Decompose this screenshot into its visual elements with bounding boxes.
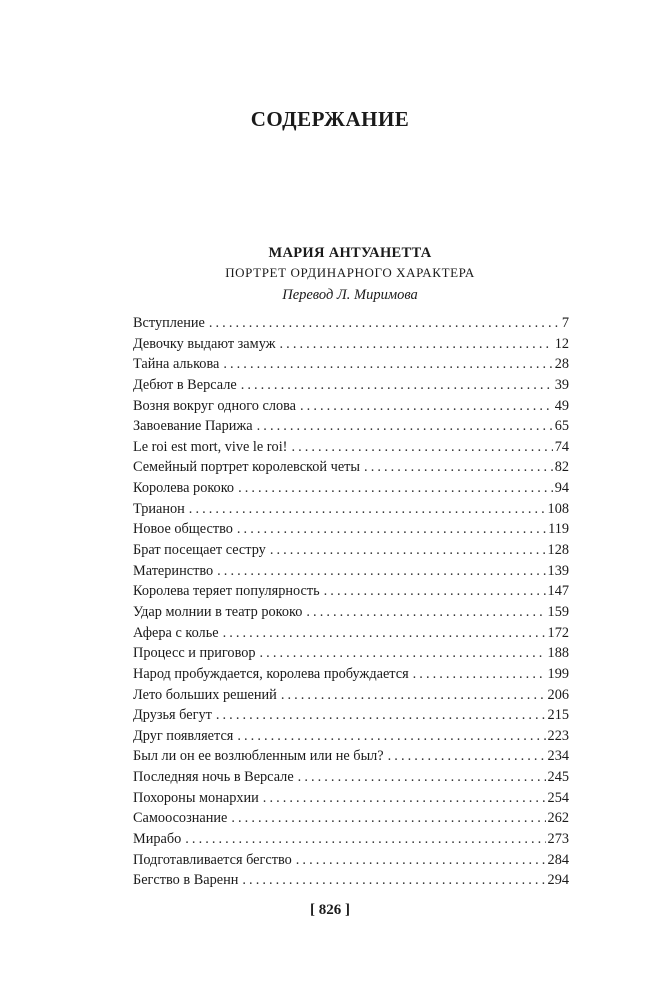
- toc-entry-title: Народ пробуждается, королева пробуждается: [133, 665, 409, 682]
- toc-entry-title: Трианон: [133, 500, 185, 517]
- toc-entry: [133, 602, 569, 623]
- toc-entry: [133, 870, 569, 891]
- dot-leader: [237, 726, 545, 747]
- toc-entry: [133, 416, 569, 437]
- dot-leader: [280, 334, 553, 355]
- dot-leader: [413, 664, 546, 685]
- dot-leader: [260, 643, 546, 664]
- toc-entry-title: Материнство: [133, 562, 214, 579]
- toc-entry-title: Друг появляется: [133, 727, 234, 744]
- toc-entry: [133, 664, 569, 685]
- toc-entry-page: 94: [554, 480, 569, 497]
- toc-entry-page: 147: [547, 583, 569, 600]
- work-subtitle: ПОРТРЕТ ОРДИНАРНОГО ХАРАКТЕРА: [225, 265, 475, 280]
- toc-entry-page: 188: [547, 645, 569, 662]
- toc-entry-title: Возня вокруг одного слова: [133, 397, 297, 414]
- dot-leader: [270, 540, 546, 561]
- table-of-contents: [133, 313, 569, 891]
- toc-entry-page: 294: [547, 872, 569, 889]
- toc-entry: [133, 788, 569, 809]
- dot-leader: [306, 602, 545, 623]
- toc-entry-title: Вступление: [133, 315, 205, 331]
- toc-entry-page: 28: [554, 356, 569, 373]
- toc-entry: [133, 581, 569, 602]
- toc-entry-title: Завоевание Парижа: [133, 418, 253, 435]
- dot-leader: [189, 499, 546, 520]
- toc-entry-page: 39: [554, 376, 569, 393]
- toc-entry-title: Лето больших решений: [133, 686, 277, 703]
- dot-leader: [241, 375, 553, 396]
- toc-entry: [133, 375, 569, 396]
- dot-leader: [364, 457, 553, 478]
- toc-entry-page: 119: [548, 521, 569, 538]
- dot-leader: [281, 685, 546, 706]
- toc-entry: [133, 623, 569, 644]
- toc-entry-page: 273: [547, 831, 569, 848]
- toc-entry: [133, 643, 569, 664]
- toc-entry: [133, 499, 569, 520]
- toc-entry-title: Афера с колье: [133, 624, 219, 641]
- dot-leader: [237, 519, 546, 540]
- toc-entry-page: 245: [547, 769, 569, 786]
- dot-leader: [217, 561, 545, 582]
- toc-entry-title: Брат посещает сестру: [133, 542, 266, 559]
- toc-entry-page: 215: [547, 707, 569, 724]
- dot-leader: [388, 746, 546, 767]
- toc-entry: [133, 561, 569, 582]
- toc-entry-page: 12: [554, 335, 569, 352]
- toc-entry-title: Семейный портрет королевской четы: [133, 459, 361, 476]
- toc-entry-page: 234: [547, 748, 569, 765]
- toc-entry: [133, 313, 569, 334]
- toc-entry: [133, 767, 569, 788]
- toc-entry-page: 254: [547, 789, 569, 806]
- work-title: МАРИЯ АНТУАНЕТТА: [268, 245, 432, 261]
- dot-leader: [223, 354, 552, 375]
- dot-leader: [257, 416, 553, 437]
- toc-entry-title: Королева теряет популярность: [133, 583, 320, 600]
- toc-entry-title: Дебют в Версале: [133, 376, 237, 393]
- page-title: СОДЕРЖАНИЕ: [250, 107, 410, 131]
- toc-entry-page: 206: [547, 686, 569, 703]
- toc-entry: [133, 457, 569, 478]
- toc-entry-title: Самоосознание: [133, 810, 228, 827]
- toc-entry: [133, 685, 569, 706]
- toc-entry-page: 82: [554, 459, 569, 476]
- toc-entry: [133, 437, 569, 458]
- dot-leader: [185, 829, 545, 850]
- dot-leader: [216, 705, 546, 726]
- toc-entry: [133, 746, 569, 767]
- toc-entry: [133, 705, 569, 726]
- toc-entry-title: Был ли он ее возлюбленным или не был?: [133, 748, 384, 765]
- dot-leader: [231, 808, 545, 829]
- toc-entry: [133, 540, 569, 561]
- toc-entry-title: Похороны монархии: [133, 789, 259, 806]
- toc-entry-title: Процесс и приговор: [133, 645, 256, 662]
- toc-entry-page: 49: [554, 397, 569, 414]
- toc-entry-page: 262: [547, 810, 569, 827]
- toc-entry-title: Мирабо: [133, 831, 182, 848]
- dot-leader: [296, 850, 546, 871]
- dot-leader: [324, 581, 546, 602]
- toc-entry-title: Новое общество: [133, 521, 233, 538]
- toc-entry: [133, 396, 569, 417]
- toc-entry: [133, 850, 569, 871]
- toc-entry-page: 172: [547, 624, 569, 641]
- toc-entry-page: 284: [547, 851, 569, 868]
- toc-entry: [133, 829, 569, 850]
- toc-entry: [133, 519, 569, 540]
- toc-entry: [133, 478, 569, 499]
- dot-leader: [300, 396, 553, 417]
- toc-entry-page: 65: [554, 418, 569, 435]
- toc-entry-page: 7: [561, 315, 569, 331]
- toc-entry: [133, 334, 569, 355]
- toc-entry-page: 139: [547, 562, 569, 579]
- toc-entry-title: Le roi est mort, vive le roi!: [133, 438, 288, 455]
- dot-leader: [223, 623, 546, 644]
- dot-leader: [209, 313, 560, 334]
- dot-leader: [263, 788, 546, 809]
- toc-entry-title: Тайна алькова: [133, 356, 220, 373]
- toc-entry: [133, 726, 569, 747]
- dot-leader: [242, 870, 545, 891]
- toc-entry-title: Удар молнии в театр рококо: [133, 603, 303, 620]
- toc-entry-page: 159: [547, 603, 569, 620]
- toc-entry-title: Королева рококо: [133, 480, 235, 497]
- toc-entry-title: Последняя ночь в Версале: [133, 769, 294, 786]
- toc-entry-page: 108: [547, 500, 569, 517]
- toc-entry: [133, 354, 569, 375]
- dot-leader: [291, 437, 552, 458]
- dot-leader: [298, 767, 546, 788]
- toc-entry-page: 74: [554, 438, 569, 455]
- toc-entry-title: Девочку выдают замуж: [133, 335, 276, 352]
- toc-entry-page: 128: [547, 542, 569, 559]
- dot-leader: [238, 478, 553, 499]
- toc-entry: [133, 808, 569, 829]
- toc-entry-title: Бегство в Варенн: [133, 872, 239, 889]
- toc-entry-page: 223: [547, 727, 569, 744]
- toc-entry-title: Подготавливается бегство: [133, 851, 292, 868]
- toc-entry-page: 199: [547, 665, 569, 682]
- translator-credit: Перевод Л. Миримова: [282, 287, 418, 303]
- page-number: [ 826 ]: [310, 902, 350, 918]
- toc-entry-title: Друзья бегут: [133, 707, 212, 724]
